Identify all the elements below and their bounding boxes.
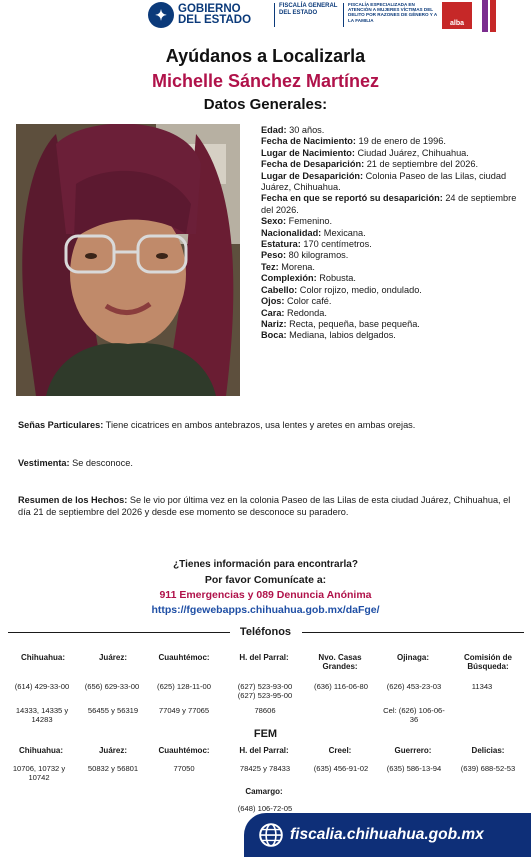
fem-creel: (635) 456-91-02	[313, 764, 369, 773]
tel-header-comision: Comisión de Búsqueda:	[463, 653, 512, 671]
resumen-hechos: Resumen de los Hechos: Se le vio por última vez en la colonia Paseo de las Lilas de esta ciudad Juárez, Chihuahua, el día 21 de septiembre del 2026 y desde ese momento se desconoce su paradero.	[18, 495, 511, 517]
fem-header-camargo: Camargo:	[245, 787, 283, 796]
detail-lugar-nacimiento: Lugar de Nacimiento: Ciudad Juárez, Chihuahua.	[261, 147, 469, 158]
details-list	[261, 125, 523, 342]
emergency-numbers: 911 Emergencias y 089 Denuncia Anónima	[159, 589, 372, 601]
fem-juarez: 50832 y 56801	[87, 764, 139, 773]
detail-complexion: Complexión: Robusta.	[261, 273, 356, 284]
tel-ojinaga-1: (626) 453-23-03	[386, 682, 442, 691]
gobierno-line1: GOBIERNO	[178, 3, 241, 15]
tel-header-cuauhtemoc: Cuauhtémoc:	[158, 653, 210, 662]
tel-header-ojinaga: Ojinaga:	[396, 653, 429, 662]
footer-url[interactable]: fiscalia.chihuahua.gob.mx	[290, 826, 484, 843]
footer-banner	[244, 813, 531, 857]
state-shield-icon: ✦	[148, 2, 174, 28]
color-stripe	[490, 0, 496, 32]
header-divider	[343, 3, 344, 27]
ext-cuauhtemoc: 77049 y 77065	[158, 706, 210, 715]
detail-cara: Cara: Redonda.	[261, 307, 327, 318]
detail-fecha-desaparicion: Fecha de Desaparición: 21 de septiembre del 2026.	[261, 159, 479, 170]
fem-header-delicias: Delicias:	[471, 746, 505, 755]
ext-parral: 78606	[254, 706, 276, 715]
ext-chihuahua: 14333, 14335 y 14283	[15, 706, 69, 724]
contact-question: ¿Tienes información para encontrarla?	[173, 559, 358, 570]
fem-header-guerrero: Guerrero:	[394, 746, 432, 755]
tel-header-chihuahua: Chihuahua:	[21, 653, 65, 662]
fem-header-juarez: Juárez:	[98, 746, 127, 755]
tel-chihuahua-1: (614) 429-33-00	[14, 682, 70, 691]
globe-icon	[258, 822, 284, 848]
fem-title: FEM	[253, 728, 278, 740]
detail-nariz: Nariz: Recta, pequeña, base pequeña.	[261, 318, 420, 329]
detail-peso: Peso: 80 kilogramos.	[261, 250, 349, 261]
gobierno-logo	[148, 2, 251, 28]
detail-boca: Boca: Mediana, labios delgados.	[261, 330, 396, 341]
senas-particulares: Señas Particulares: Tiene cicatrices en ambos antebrazos, usa lentes y aretes en ambas orejas.	[18, 420, 416, 430]
tel-header-casas-grandes: Nvo. Casas Grandes:	[318, 653, 362, 671]
tel-casas-grandes-1: (636) 116-06-80	[314, 682, 368, 691]
fem-parral: 78425 y 78433	[239, 764, 291, 773]
fem-header-creel: Creel:	[328, 746, 352, 755]
detail-fecha-reporte: Fecha en que se reportó su desaparición: 24 de septiembre del 2026.	[261, 193, 517, 215]
fem-header-parral: H. del Parral:	[239, 746, 289, 755]
fem-guerrero: (635) 586-13-94	[386, 764, 442, 773]
vestimenta: Vestimenta: Se desconoce.	[18, 458, 133, 468]
person-name: Michelle Sánchez Martínez	[151, 71, 380, 91]
detail-edad: Edad: 30 años.	[261, 125, 325, 135]
contact-prompt: Por favor Comunícate a:	[204, 574, 327, 586]
fem-cuauhtemoc: 77050	[173, 764, 195, 773]
tel-juarez-1: (656) 629-33-00	[84, 682, 140, 691]
tel-parral-1: (627) 523-93-00 (627) 523-95-00	[237, 682, 293, 700]
alba-logo: alba	[442, 2, 472, 29]
ext-juarez: 56455 y 56319	[87, 706, 139, 715]
color-stripe	[482, 0, 488, 32]
fem-header-chihuahua: Chihuahua:	[19, 746, 63, 755]
fem-chihuahua: 10706, 10732 y 10742	[12, 764, 66, 782]
telefonos-title: Teléfonos	[239, 626, 292, 638]
tel-header-juarez: Juárez:	[98, 653, 127, 662]
divider-line	[302, 632, 524, 633]
header-divider	[274, 3, 275, 27]
fem-logo-text: FISCALÍA ESPECIALIZADA EN ATENCIÓN A MUJERES VÍCTIMAS DEL DELITO POR RAZONES DE GÉNERO Y A LA FAMILIA	[348, 2, 437, 23]
gobierno-line2: DEL ESTADO	[178, 14, 252, 26]
tel-comision-1: 11343	[471, 682, 493, 691]
fiscalia-logo-text: FISCALÍA GENERAL DEL ESTADO	[279, 3, 338, 16]
page-title: Ayúdanos a Localizarla	[165, 46, 366, 66]
tel-header-parral: H. del Parral:	[239, 653, 289, 662]
report-link[interactable]: https://fgewebapps.chihuahua.gob.mx/daFge/	[151, 604, 380, 616]
fem-header-cuauhtemoc: Cuauhtémoc:	[158, 746, 210, 755]
detail-fecha-nacimiento: Fecha de Nacimiento: 19 de enero de 1996.	[261, 136, 446, 147]
detail-estatura: Estatura: 170 centímetros.	[261, 239, 372, 250]
detail-cabello: Cabello: Color rojizo, medio, ondulado.	[261, 284, 422, 295]
cel-ojinaga: Cel: (626) 106-06-36	[383, 706, 445, 724]
fem-delicias: (639) 688-52-53	[460, 764, 516, 773]
detail-nacionalidad: Nacionalidad: Mexicana.	[261, 227, 366, 238]
tel-cuauhtemoc-1: (625) 128-11-00	[157, 682, 211, 691]
detail-lugar-desaparicion: Lugar de Desaparición: Colonia Paseo de las Lilas, ciudad Juárez, Chihuahua.	[261, 170, 507, 193]
detail-ojos: Ojos: Color café.	[261, 296, 332, 307]
missing-person-photo	[16, 124, 240, 396]
fem-camargo: (648) 106-72-05	[237, 804, 293, 813]
header-banner	[0, 0, 531, 32]
detail-tez: Tez: Morena.	[261, 261, 315, 272]
section-title-datos: Datos Generales:	[203, 96, 328, 113]
detail-sexo: Sexo: Femenino.	[261, 216, 332, 227]
